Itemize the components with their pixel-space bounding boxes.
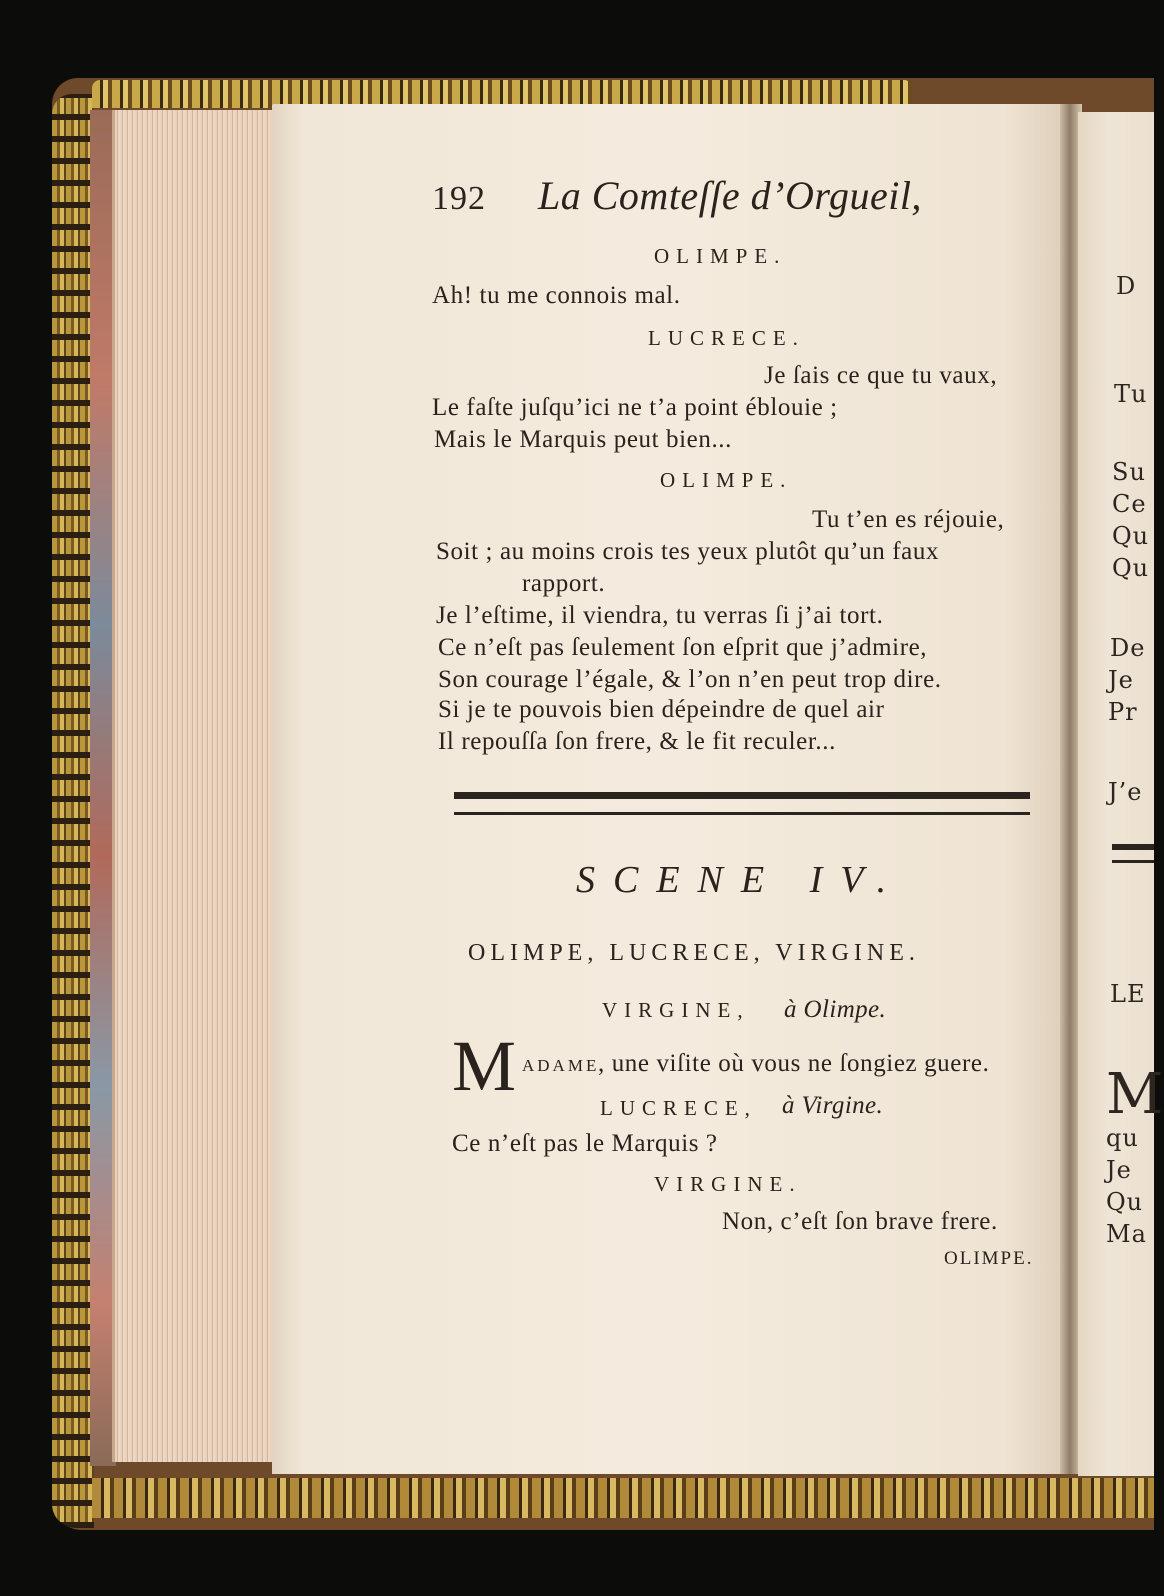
facing-page-text: Pr: [1108, 698, 1138, 726]
verse-line: Soit ; au moins crois tes yeux plutôt qu’un faux: [436, 538, 940, 565]
verse-line: Ah! tu me connois mal.: [432, 282, 681, 309]
verse-line: Le faſte juſqu’ici ne t’a point éblouie ;: [432, 394, 838, 421]
running-title: La Comteſſe d’Orgueil,: [538, 173, 922, 218]
speaker-label: LUCRECE.: [648, 326, 805, 350]
facing-page-text: De: [1110, 634, 1146, 662]
speaker-label: LUCRECE,: [600, 1096, 757, 1120]
verse-line: Son courage l’égale, & l’on n’en peut trop dire.: [438, 666, 942, 693]
facing-page-text: Qu: [1112, 522, 1150, 550]
verse-line: Tu t’en es réjouie,: [812, 506, 1005, 533]
speaker-label: VIRGINE.: [654, 1172, 802, 1196]
speaker-label: OLIMPE.: [654, 244, 787, 268]
verse-line: Ce n’eſt pas ſeulement ſon eſprit que j’admire,: [438, 634, 928, 661]
verse-line: rapport.: [522, 570, 606, 597]
page-number: 192: [432, 180, 486, 217]
verse-line: Il repouſſa ſon frere, & le fit reculer...: [438, 728, 836, 755]
verse-line: Mais le Marquis peut bien...: [434, 426, 733, 453]
facing-page-text: Tu: [1114, 380, 1148, 408]
facing-page-fragment: [1078, 112, 1164, 1476]
facing-page-text: Ma: [1106, 1220, 1147, 1248]
page-block-edges: [112, 110, 281, 1462]
facing-page-text: Qu: [1112, 554, 1150, 582]
speaker-label: VIRGINE,: [602, 998, 750, 1022]
speaker-label: OLIMPE.: [660, 468, 793, 492]
facing-page-text: Je: [1106, 1156, 1132, 1184]
facing-page-text: Je: [1108, 666, 1134, 694]
drop-cap: M: [452, 1026, 517, 1106]
verse-line: Je l’eſtime, il viendra, tu verras ſi j’ai tort.: [436, 602, 884, 629]
facing-page-text: Su: [1112, 458, 1146, 486]
facing-page-text: Qu: [1106, 1188, 1144, 1216]
scene-divider-thin: [454, 812, 1030, 815]
stage-direction: à Olimpe.: [784, 996, 887, 1023]
small-caps-word: ADAME: [522, 1056, 600, 1075]
catchword: OLIMPE.: [944, 1248, 1034, 1269]
facing-page-drop-cap: M: [1106, 1062, 1164, 1127]
scene-title: SCENE IV.: [576, 859, 905, 901]
gilt-spine-bottom: [92, 1478, 1154, 1518]
verse-line: Ce n’eſt pas le Marquis ?: [452, 1130, 718, 1157]
facing-page-text: LE: [1110, 980, 1146, 1008]
facing-page-rule: [1112, 844, 1154, 850]
scene-characters: OLIMPE, LUCRECE, VIRGINE.: [468, 940, 920, 966]
facing-page-text: J’e: [1108, 778, 1143, 806]
facing-page-text: qu: [1106, 1124, 1139, 1152]
verse-line: , une viſite où vous ne ſongiez guere.: [598, 1050, 990, 1077]
verse-line: Si je te pouvois bien dépeindre de quel air: [438, 696, 885, 723]
verse-line: Je ſais ce que tu vaux,: [764, 362, 998, 389]
facing-page-text: D: [1116, 272, 1137, 300]
gilt-spine-left: [52, 94, 94, 1528]
stage-direction: à Virgine.: [782, 1092, 884, 1119]
facing-page-text: Ce: [1112, 490, 1147, 518]
scene-divider-thick: [454, 792, 1030, 799]
facing-page-rule: [1112, 860, 1154, 863]
verse-line: Non, c’eſt ſon brave frere.: [722, 1208, 998, 1235]
